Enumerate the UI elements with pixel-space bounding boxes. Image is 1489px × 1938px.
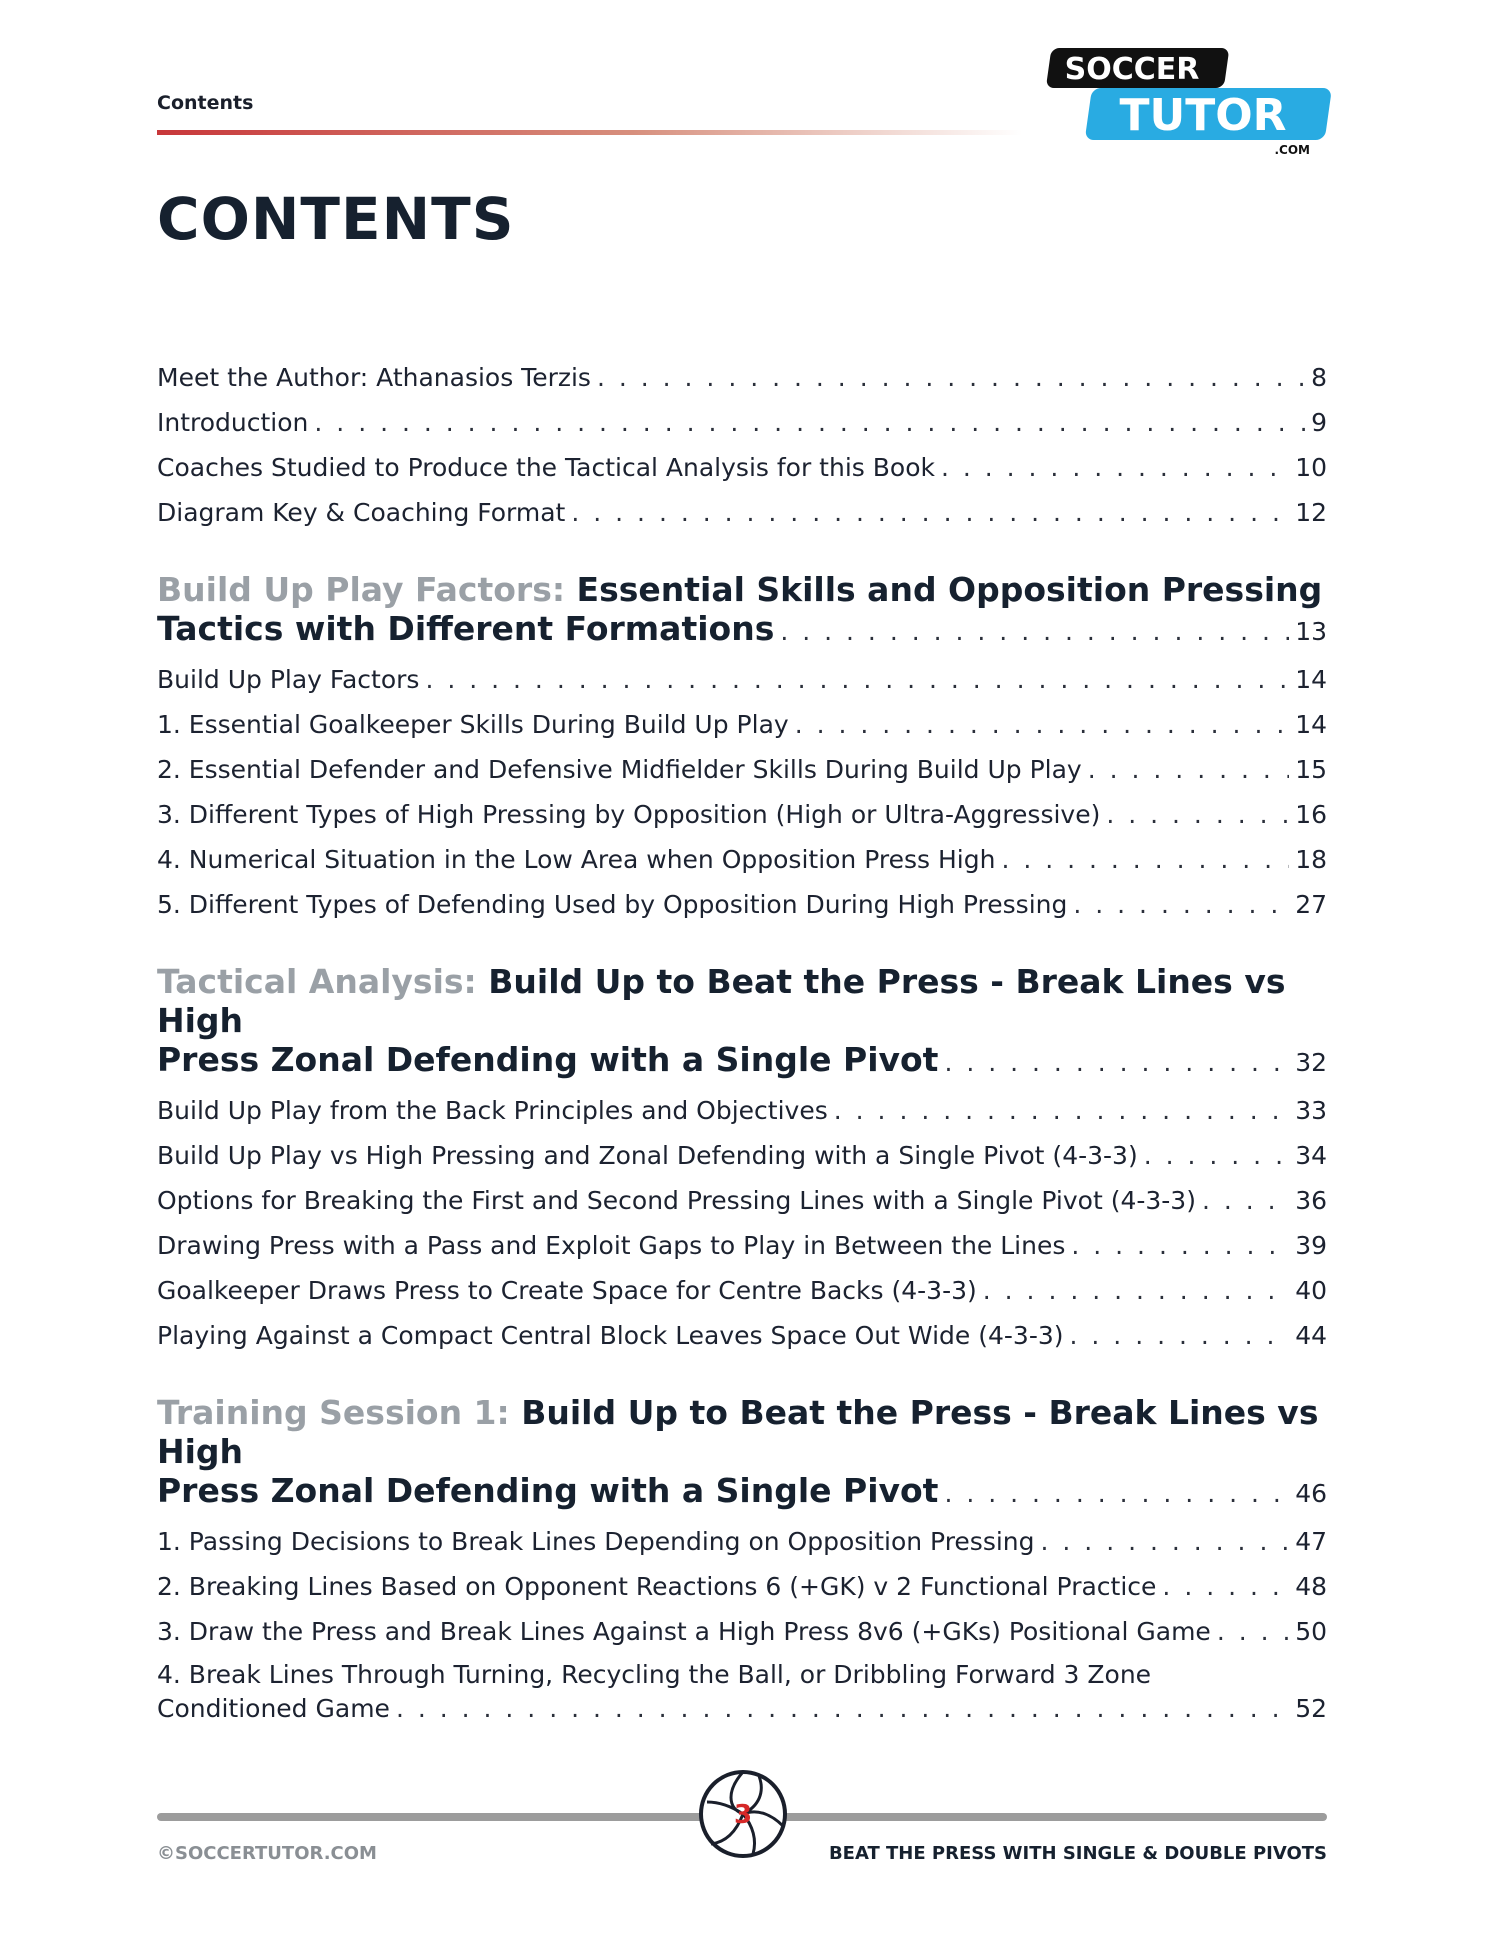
toc-entry[interactable]: 2. Essential Defender and Defensive Midfielder Skills During Build Up Play . . . 15 [157, 747, 1327, 792]
section-heading-tactical-analysis[interactable]: Tactical Analysis: Build Up to Beat the Press - Break Lines vs High Press Zonal Defending with a Single Pivot . . . 32 [157, 962, 1327, 1082]
page-title: CONTENTS [157, 185, 515, 253]
section-heading-training-session-1[interactable]: Training Session 1: Build Up to Beat the Press - Break Lines vs High Press Zonal Defending with a Single Pivot . . . 46 [157, 1393, 1327, 1513]
toc-entry[interactable]: Drawing Press with a Pass and Exploit Gaps to Play in Between the Lines . . . 39 [157, 1223, 1327, 1268]
toc-entry[interactable]: 4. Break Lines Through Turning, Recycling the Ball, or Dribbling Forward 3 Zone Conditioned Game . . . 52 [157, 1654, 1327, 1726]
toc-entry[interactable]: 1. Passing Decisions to Break Lines Depending on Opposition Pressing . . . 47 [157, 1519, 1327, 1564]
toc-entry[interactable]: Playing Against a Compact Central Block Leaves Space Out Wide (4-3-3) . . . 44 [157, 1313, 1327, 1358]
footer-copyright: ©SOCCERTUTOR.COM [157, 1843, 377, 1864]
toc-entry[interactable]: 4. Numerical Situation in the Low Area when Opposition Press High . . . 18 [157, 837, 1327, 882]
toc-entry[interactable]: 3. Different Types of High Pressing by Opposition (High or Ultra-Aggressive) . . . 16 [157, 792, 1327, 837]
toc-entry[interactable]: Options for Breaking the First and Second Pressing Lines with a Single Pivot (4-3-3) . . . 36 [157, 1178, 1327, 1223]
soccer-ball-icon [697, 1768, 789, 1860]
header-rule [157, 130, 1022, 135]
soccer-tutor-logo [1040, 44, 1340, 159]
toc-entry[interactable]: Build Up Play from the Back Principles and Objectives . . . 33 [157, 1088, 1327, 1133]
page-number: 3 [733, 1800, 753, 1830]
toc-entry[interactable]: Diagram Key & Coaching Format . . . 12 [157, 490, 1327, 535]
toc-entry[interactable]: Introduction . . . 9 [157, 400, 1327, 445]
svg-text:SOCCER: SOCCER [1064, 52, 1200, 87]
toc-entry[interactable]: 2. Breaking Lines Based on Opponent Reactions 6 (+GK) v 2 Functional Practice . . . 48 [157, 1564, 1327, 1609]
footer-book-title: BEAT THE PRESS WITH SINGLE & DOUBLE PIVOTS [828, 1843, 1327, 1864]
toc-entry[interactable]: 5. Different Types of Defending Used by Opposition During High Pressing . . . 27 [157, 882, 1327, 927]
toc-entry[interactable]: Meet the Author: Athanasios Terzis . . . 8 [157, 355, 1327, 400]
toc-entry[interactable]: Build Up Play Factors . . . 14 [157, 657, 1327, 702]
section-heading-build-up-play-factors[interactable]: Build Up Play Factors: Essential Skills and Opposition Pressing Tactics with Different Formations . . . 13 [157, 570, 1327, 651]
front-matter [157, 355, 1327, 535]
table-of-contents [157, 355, 1327, 1726]
running-header: Contents [157, 92, 254, 114]
toc-entry[interactable]: Coaches Studied to Produce the Tactical Analysis for this Book . . . 10 [157, 445, 1327, 490]
toc-entry[interactable]: 3. Draw the Press and Break Lines Against a High Press 8v6 (+GKs) Positional Game . . . 50 [157, 1609, 1327, 1654]
svg-text:TUTOR: TUTOR [1119, 90, 1287, 141]
svg-text:.COM: .COM [1274, 143, 1310, 157]
toc-entry[interactable]: Goalkeeper Draws Press to Create Space for Centre Backs (4-3-3) . . . 40 [157, 1268, 1327, 1313]
toc-entry[interactable]: 1. Essential Goalkeeper Skills During Build Up Play . . . 14 [157, 702, 1327, 747]
toc-entry[interactable]: Build Up Play vs High Pressing and Zonal Defending with a Single Pivot (4-3-3) . . . 34 [157, 1133, 1327, 1178]
